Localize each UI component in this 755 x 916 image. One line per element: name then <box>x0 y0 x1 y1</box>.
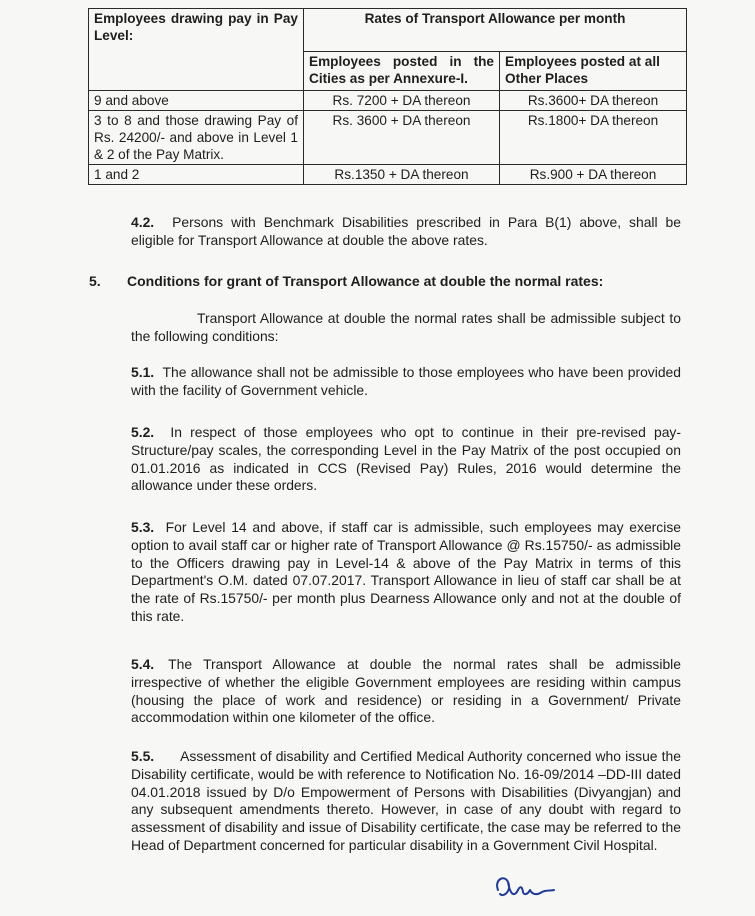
row-level: 3 to 8 and those drawing Pay of Rs. 24200/- and above in Level 1 & 2 of the Pay Matrix. <box>89 111 304 165</box>
row-other-rate: Rs.3600+ DA thereon <box>500 91 687 111</box>
para-number: 4.2. <box>131 214 155 230</box>
para-text: The Transport Allowance at double the normal rates shall be admissible irrespective of whether the eligible Government employees are residing within campus (housing the place of work and residence) or residing in a Government/ Private accommodation within one kilometer of the office. <box>131 656 681 726</box>
para-number: 5.2. <box>131 424 155 440</box>
para-text: The allowance shall not be admissible to those employees who have been provided with the facility of Government vehicle. <box>131 364 682 398</box>
row-other-rate: Rs.900 + DA thereon <box>500 165 687 185</box>
paragraph-5-4 <box>131 656 681 727</box>
other-places-header: Employees posted at all Other Places <box>500 52 687 91</box>
section-5-intro: Transport Allowance at double the normal rates shall be admissible subject to the following conditions: <box>131 310 681 344</box>
section-5-title: Conditions for grant of Transport Allowance at double the normal rates: <box>127 273 604 289</box>
para-number: 5.4. <box>131 656 155 672</box>
para-number: 5.3. <box>131 519 155 535</box>
transport-allowance-table <box>88 8 687 185</box>
row-cities-rate: Rs. 3600 + DA thereon <box>304 111 500 165</box>
para-text: Assessment of disability and Certified Medical Authority concerned who issue the Disability certificate, would be with reference to Notification No. 16-09/2014 –DD-III dated 04.01.2018 issued by D/o Empowerment of Persons with Disabilities (Divyangjan) and any subsequent amendments thereto. However, in case of any doubt with regard to assessment of disability and issue of Disability certificate, the case may be referred to the Head of Department concerned for particular disability in a Government Civil Hospital. <box>131 748 681 853</box>
rates-header: Rates of Transport Allowance per month <box>304 9 687 52</box>
table-row <box>89 91 687 111</box>
row-cities-rate: Rs. 7200 + DA thereon <box>304 91 500 111</box>
para-number: 5.5. <box>131 748 155 764</box>
row-level: 9 and above <box>89 91 304 111</box>
table-header-row <box>89 9 687 52</box>
paragraph-4-2 <box>131 214 681 250</box>
paragraph-5-1 <box>131 364 681 400</box>
signature-initials <box>490 868 562 908</box>
row-cities-rate: Rs.1350 + DA thereon <box>304 165 500 185</box>
row-level: 1 and 2 <box>89 165 304 185</box>
row-other-rate: Rs.1800+ DA thereon <box>500 111 687 165</box>
para-text: In respect of those employees who opt to continue in their pre-revised pay-Structure/pay scales, the corresponding Level in the Pay Matrix of the post occupied on 01.01.2016 as indicated in CCS (Revised Pay) Rules, 2016 would determine the allowance under these orders. <box>131 424 681 494</box>
table-row <box>89 165 687 185</box>
para-text: Persons with Benchmark Disabilities prescribed in Para B(1) above, shall be eligible for Transport Allowance at double the above rates. <box>131 214 681 248</box>
para-text: For Level 14 and above, if staff car is admissible, such employees may exercise option to avail staff car or higher rate of Transport Allowance @ Rs.15750/- as admissible to the Officers drawing pay in Level-14 & above of the Pay Matrix in terms of this Department's O.M. dated 07.07.2017. Transport Allowance in lieu of staff car shall be at the rate of Rs.15750/- per month plus Dearness Allowance only and not at the double of this rate. <box>131 519 682 624</box>
paragraph-5-3 <box>131 519 681 626</box>
pay-level-header: Employees drawing pay in Pay Level: <box>89 9 304 91</box>
table-row <box>89 111 687 165</box>
paragraph-5-5 <box>131 748 681 855</box>
section-5-number: 5. <box>89 273 101 289</box>
para-number: 5.1. <box>131 364 155 380</box>
paragraph-5-2 <box>131 424 681 495</box>
cities-header: Employees posted in the Cities as per Annexure-I. <box>304 52 500 91</box>
